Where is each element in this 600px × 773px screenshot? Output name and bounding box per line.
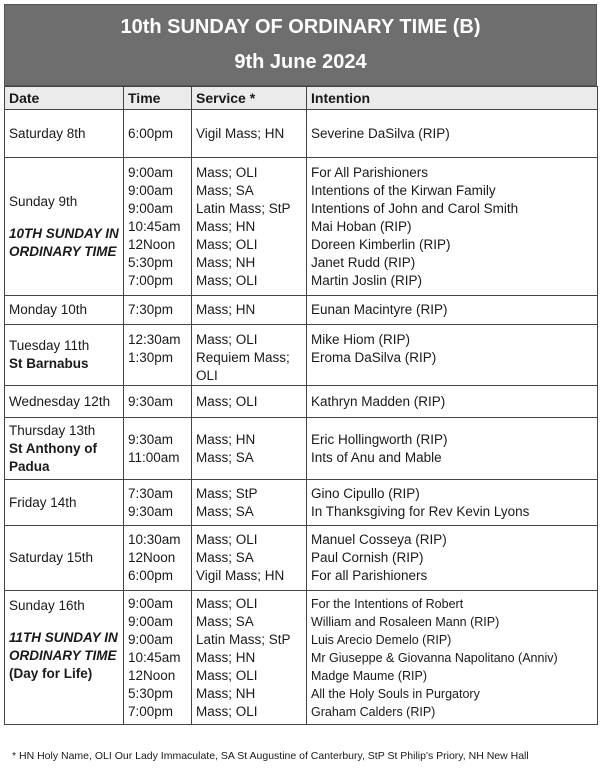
feast-label: 10TH SUNDAY IN ORDINARY TIME <box>9 225 119 259</box>
schedule-table <box>4 86 598 725</box>
time-cell: 6:00pm <box>124 110 192 158</box>
day-cell: Sunday 9th 10TH SUNDAY IN ORDINARY TIME <box>5 158 124 296</box>
feast-label: St Barnabus <box>9 356 89 371</box>
service-cell: Mass; OLI Mass; SA Latin Mass; StP Mass; HN Mass; OLI Mass; NH Mass; OLI <box>192 591 307 725</box>
time-cell: 9:30am 11:00am <box>124 418 192 480</box>
feast-label: 11TH SUNDAY IN ORDINARY TIME <box>9 630 118 663</box>
day-cell: Thursday 13th St Anthony of Padua <box>5 418 124 480</box>
day-cell: Friday 14th <box>5 480 124 526</box>
mass-schedule-sheet <box>4 4 597 725</box>
table-row <box>5 110 598 158</box>
time-cell: 9:00am 9:00am 9:00am 10:45am 12Noon 5:30pm 7:00pm <box>124 158 192 296</box>
table-row <box>5 325 598 386</box>
table-row <box>5 386 598 418</box>
intention-cell: Severine DaSilva (RIP) <box>307 110 598 158</box>
table-row <box>5 526 598 591</box>
intention-cell: Gino Cipullo (RIP) In Thanksgiving for Rev Kevin Lyons <box>307 480 598 526</box>
schedule-banner <box>4 4 597 86</box>
intention-cell: For the Intentions of Robert William and Rosaleen Mann (RIP) Luis Arecio Demelo (RIP) Mr Giuseppe & Giovanna Napolitano (Anniv) Madge Maume (RIP) All the Holy Souls in Purgatory Graham Calders (RIP) <box>307 591 598 725</box>
intention-cell: Eric Hollingworth (RIP) Ints of Anu and Mable <box>307 418 598 480</box>
service-cell: Mass; OLI Mass; SA Latin Mass; StP Mass; HN Mass; OLI Mass; NH Mass; OLI <box>192 158 307 296</box>
feast-note: (Day for Life) <box>9 666 93 681</box>
time-cell: 10:30am 12Noon 6:00pm <box>124 526 192 591</box>
time-cell: 7:30am 9:30am <box>124 480 192 526</box>
intention-cell: Manuel Cosseya (RIP) Paul Cornish (RIP) For all Parishioners <box>307 526 598 591</box>
day-cell: Saturday 15th <box>5 526 124 591</box>
time-cell: 9:30am <box>124 386 192 418</box>
intention-cell: Eunan Macintyre (RIP) <box>307 296 598 325</box>
column-header-date: Date <box>5 87 124 110</box>
intention-cell: For All Parishioners Intentions of the Kirwan Family Intentions of John and Carol Smith Mai Hoban (RIP) Doreen Kimberlin (RIP) Janet Rudd (RIP) Martin Joslin (RIP) <box>307 158 598 296</box>
service-cell: Mass; HN Mass; SA <box>192 418 307 480</box>
table-header-row <box>5 87 598 110</box>
service-cell: Mass; OLI <box>192 386 307 418</box>
column-header-time: Time <box>124 87 192 110</box>
table-row <box>5 418 598 480</box>
day-cell: Wednesday 12th <box>5 386 124 418</box>
service-cell: Mass; OLI Requiem Mass; OLI <box>192 325 307 386</box>
service-cell: Mass; HN <box>192 296 307 325</box>
service-cell: Vigil Mass; HN <box>192 110 307 158</box>
intention-cell: Kathryn Madden (RIP) <box>307 386 598 418</box>
schedule-title: 10th SUNDAY OF ORDINARY TIME (B) <box>120 16 481 38</box>
footnote-legend: * HN Holy Name, OLI Our Lady Immaculate, SA St Augustine of Canterbury, StP St Philip's Priory, NH New Hall <box>12 750 529 762</box>
table-row <box>5 480 598 526</box>
column-header-service: Service * <box>192 87 307 110</box>
column-header-intention: Intention <box>307 87 598 110</box>
service-cell: Mass; OLI Mass; SA Vigil Mass; HN <box>192 526 307 591</box>
time-cell: 9:00am 9:00am 9:00am 10:45am 12Noon 5:30pm 7:00pm <box>124 591 192 725</box>
time-cell: 12:30am 1:30pm <box>124 325 192 386</box>
table-row <box>5 591 598 725</box>
table-row <box>5 158 598 296</box>
day-cell: Tuesday 11th St Barnabus <box>5 325 124 386</box>
day-cell: Monday 10th <box>5 296 124 325</box>
service-cell: Mass; StP Mass; SA <box>192 480 307 526</box>
table-row <box>5 296 598 325</box>
day-cell: Sunday 16th 11TH SUNDAY IN ORDINARY TIME (Day for Life) <box>5 591 124 725</box>
feast-label: St Anthony of Padua <box>9 440 97 474</box>
day-cell: Saturday 8th <box>5 110 124 158</box>
schedule-date: 9th June 2024 <box>234 51 367 73</box>
intention-cell: Mike Hiom (RIP) Eroma DaSilva (RIP) <box>307 325 598 386</box>
time-cell: 7:30pm <box>124 296 192 325</box>
